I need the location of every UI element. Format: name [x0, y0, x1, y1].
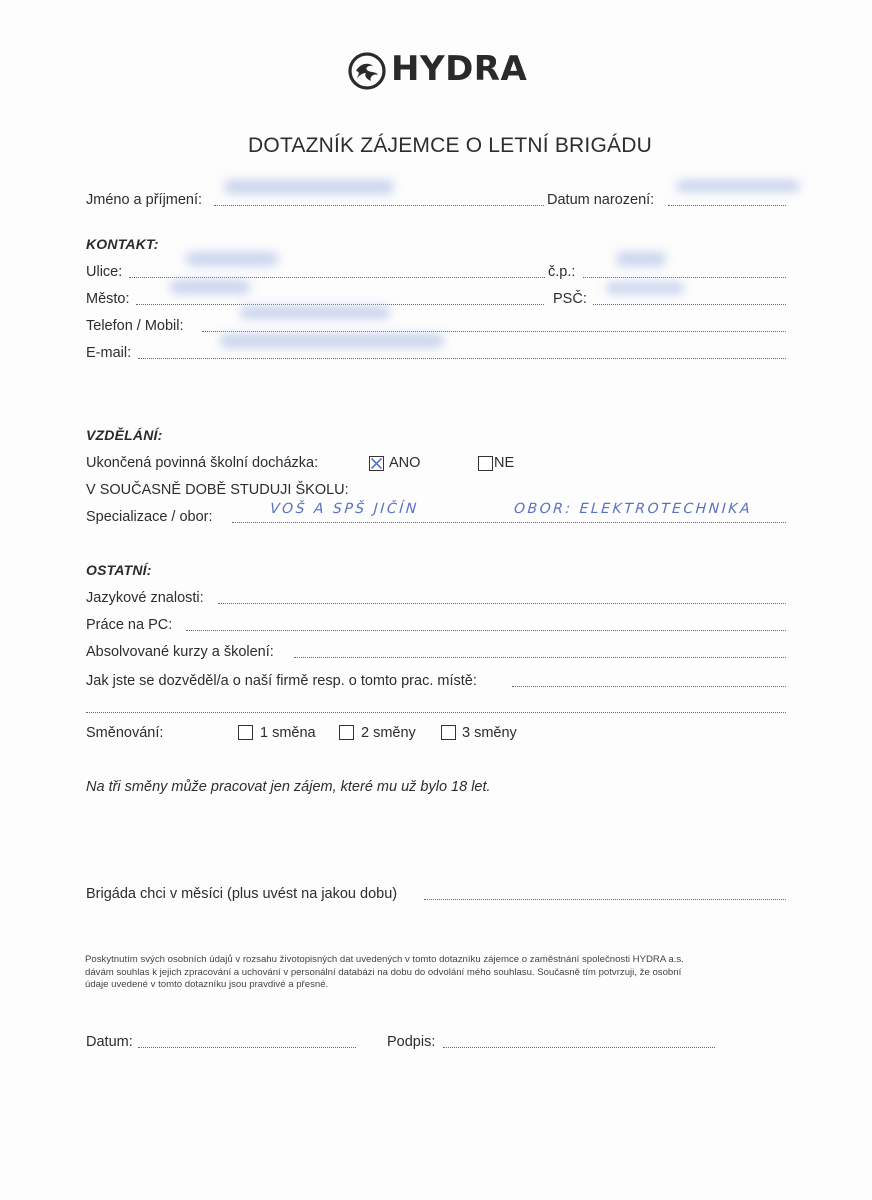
shifts-label: Směnování:: [86, 725, 164, 741]
name-field[interactable]: [214, 205, 544, 206]
contact-heading: KONTAKT:: [86, 236, 159, 252]
education-heading: VZDĚLÁNÍ:: [86, 427, 163, 443]
redacted-cp: [616, 252, 666, 266]
brigade-label: Brigáda chci v měsíci (plus uvést na jakou dobu): [86, 886, 398, 902]
redacted-email: [220, 334, 444, 348]
field-handwritten: OBOR: ELEKTROTECHNIKA: [513, 501, 753, 517]
other-heading: OSTATNÍ:: [86, 562, 152, 578]
cp-label: č.p.:: [548, 264, 576, 280]
consent-text: [85, 954, 805, 992]
city-field[interactable]: [136, 304, 544, 305]
signature-label: Podpis:: [387, 1034, 436, 1050]
consent-line: Poskytnutím svých osobních údajů v rozsahu životopisných dat uvedených v tomto dotazníku zájemce o zaměstnání společnosti HYDRA a.s.: [85, 954, 684, 965]
redacted-city: [170, 280, 250, 294]
consent-line: dávám souhlas k jejich zpracování a uchování v personální databázi na dobu do odvolání mého souhlasu. Současně tím potvrzuji, že osobní: [85, 966, 682, 978]
yes-label: ANO: [389, 455, 421, 471]
source-field-continued[interactable]: [86, 712, 786, 713]
yes-checkbox[interactable]: [369, 456, 384, 471]
compulsory-label: Ukončená povinná školní docházka:: [86, 455, 319, 471]
no-label: NE: [494, 455, 515, 471]
phone-field[interactable]: [202, 331, 786, 332]
redacted-street: [186, 252, 278, 266]
shift-1-label: 1 směna: [260, 725, 316, 741]
psc-label: PSČ:: [553, 291, 587, 307]
company-logo: [347, 50, 557, 92]
email-field[interactable]: [138, 358, 786, 359]
date-label: Datum:: [86, 1034, 133, 1050]
hydra-logo-icon: [347, 51, 387, 91]
courses-field[interactable]: [294, 657, 786, 658]
redacted-name: [224, 180, 394, 194]
brigade-field[interactable]: [424, 899, 786, 900]
studying-label: V SOUČASNĚ DOBĚ STUDUJI ŠKOLU:: [86, 482, 349, 498]
source-label: Jak jste se dozvěděl/a o naší firmě resp. o tomto prac. místě:: [86, 673, 477, 689]
pc-field[interactable]: [186, 630, 786, 631]
redacted-psc: [606, 282, 684, 294]
shifts-note: Na tři směny může pracovat jen zájem, které mu už bylo 18 let.: [86, 779, 491, 795]
languages-label: Jazykové znalosti:: [86, 590, 204, 606]
redacted-dob: [676, 180, 800, 192]
source-field[interactable]: [512, 686, 786, 687]
specialization-field[interactable]: [232, 522, 786, 523]
street-label: Ulice:: [86, 264, 123, 280]
brand-name: HYDRA: [391, 49, 528, 89]
specialization-label: Specializace / obor:: [86, 509, 213, 525]
shift-1-checkbox[interactable]: [238, 725, 253, 740]
date-field[interactable]: [138, 1047, 356, 1048]
pc-label: Práce na PC:: [86, 617, 173, 633]
street-field[interactable]: [129, 277, 545, 278]
dob-label: Datum narození:: [547, 192, 655, 208]
psc-field[interactable]: [593, 304, 786, 305]
languages-field[interactable]: [218, 603, 786, 604]
redacted-phone: [240, 306, 390, 319]
shift-2-checkbox[interactable]: [339, 725, 354, 740]
cp-field[interactable]: [583, 277, 786, 278]
shift-2-label: 2 směny: [361, 725, 416, 741]
phone-label: Telefon / Mobil:: [86, 318, 184, 334]
signature-field[interactable]: [443, 1047, 715, 1048]
courses-label: Absolvované kurzy a školení:: [86, 644, 274, 660]
school-handwritten: VOŠ A SPŠ JIČÍN: [269, 501, 420, 517]
no-checkbox[interactable]: [478, 456, 493, 471]
shift-3-label: 3 směny: [462, 725, 517, 741]
check-mark-icon: [370, 457, 383, 470]
city-label: Město:: [86, 291, 130, 307]
shift-3-checkbox[interactable]: [441, 725, 456, 740]
dob-field[interactable]: [668, 205, 786, 206]
email-label: E-mail:: [86, 345, 132, 361]
form-title: DOTAZNÍK ZÁJEMCE O LETNÍ BRIGÁDU: [248, 134, 652, 157]
name-label: Jméno a příjmení:: [86, 192, 203, 208]
consent-line: údaje uvedené v tomto dotazníku jsou pravdivé a přesné.: [85, 979, 329, 991]
